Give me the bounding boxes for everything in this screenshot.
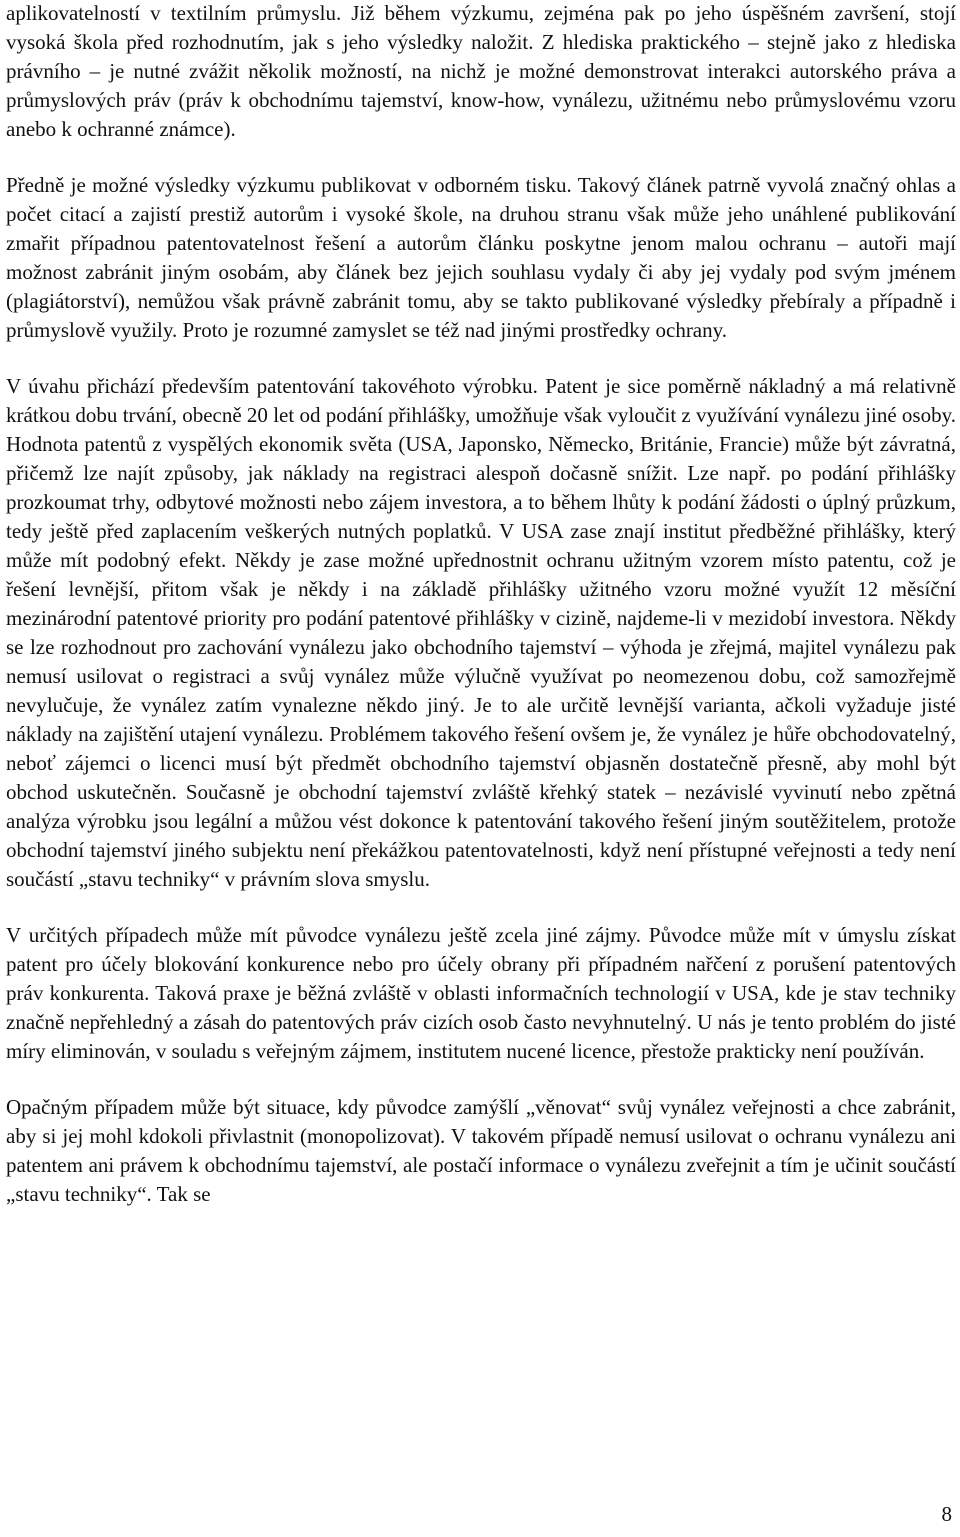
paragraph-2: Předně je možné výsledky výzkumu publikovat v odborném tisku. Takový článek patrně vyvolá značný ohlas a počet citací a zajistí prestiž autorům i vysoké škole, na druhou stranu však může jeho unáhlené publikování zmařit případnou patentovatelnost řešení a autorům článku poskytne jenom malou ochranu – autoři mají možnost zabránit jiným osobám, aby článek bez jejich souhlasu vydaly či aby jej vydaly pod svým jménem (plagiátorství), nemůžou však právně zabránit tomu, aby se takto publikované výsledky přebíraly a případně i průmyslově využily. Proto je rozumné zamyslet se též nad jinými prostředky ochrany. [6, 173, 956, 342]
paragraph-4: V určitých případech může mít původce vynálezu ještě zcela jiné zájmy. Původce může mít v úmyslu získat patent pro účely blokování konkurence nebo pro účely obrany při případném nařčení z porušení patentových práv konkurenta. Taková praxe je běžná zvláště v oblasti informačních technologií v USA, kde je stav techniky značně nepřehledný a zásah do patentových práv cizích osob často nevyhnutelný. U nás je tento problém do jisté míry eliminován, v souladu s veřejným zájmem, institutem nucené licence, přestože prakticky není používán. [6, 923, 956, 1063]
paragraph-3: V úvahu přichází především patentování takovéhoto výrobku. Patent je sice poměrně nákladný a má relativně krátkou dobu trvání, obecně 20 let od podání přihlášky, umožňuje však vyloučit z využívání vynálezu jiné osoby. Hodnota patentů z vyspělých ekonomik světa (USA, Japonsko, Německo, Británie, Francie) může být závratná, přičemž lze najít způsoby, jak náklady na registraci alespoň dočasně snížit. Lze např. po podání přihlášky prozkoumat trhy, odbytové možnosti nebo zájem investora, a to během lhůty k podání žádosti o úplný průzkum, tedy ještě před zaplacením veškerých nutných poplatků. V USA zase znají institut předběžné přihlášky, který může mít podobný efekt. Někdy je zase možné upřednostnit ochranu užitným vzorem místo patentu, což je řešení levnější, přitom však je někdy i na základě přihlášky užitného vzoru možné využít 12 měsíční mezinárodní patentové priority pro podání patentové přihlášky v cizině, najdeme-li v mezidobí investora. Někdy se lze rozhodnout pro zachování vynálezu jako obchodního tajemství – výhoda je zřejmá, majitel vynálezu pak nemusí usilovat o registraci a svůj vynález může výlučně využívat po neomezenou dobu, což samozřejmě nevylučuje, že vynález zatím vynalezne někdo jiný. Je to ale určitě levnější varianta, ačkoli vyžaduje jisté náklady na zajištění utajení vynálezu. Problémem takového řešení ovšem je, že vynález je hůře obchodovatelný, neboť zájemci o licenci musí být předmět obchodního tajemství objasněn dostatečně přesně, aby mohl být obchod uskutečněn. Současně je obchodní tajemství zvláště křehký statek – nezávislé vyvinutí nebo zpětná analýza výrobku jsou legální a můžou vést dokonce k patentování takového řešení jiným soutěžitelem, protože obchodní tajemství jiného subjektu není překážkou patentovatelnosti, když není přístupné veřejnosti a tedy není součástí „stavu techniky“ v právním slova smyslu. [6, 374, 956, 891]
page-number: 8 [941, 1502, 952, 1526]
document-page [6, 0, 956, 1236]
paragraph-1: aplikovatelností v textilním průmyslu. Již během výzkumu, zejména pak po jeho úspěšném završení, stojí vysoká škola před rozhodnutím, jak s jeho výsledky naložit. Z hlediska praktického – stejně jako z hlediska právního – je nutné zvážit několik možností, na nichž je možné demonstrovat interakci autorského práva a průmyslových práv (práv k obchodnímu tajemství, know-how, vynálezu, užitnému nebo průmyslovému vzoru anebo k ochranné známce). [6, 1, 956, 141]
paragraph-5: Opačným případem může být situace, kdy původce zamýšlí „věnovat“ svůj vynález veřejnosti a chce zabránit, aby si jej mohl kdokoli přivlastnit (monopolizovat). V takovém případě nemusí usilovat o ochranu vynálezu ani patentem ani právem k obchodnímu tajemství, ale postačí informace o vynálezu zveřejnit a tím je učinit součástí „stavu techniky“. Tak se [6, 1095, 956, 1206]
